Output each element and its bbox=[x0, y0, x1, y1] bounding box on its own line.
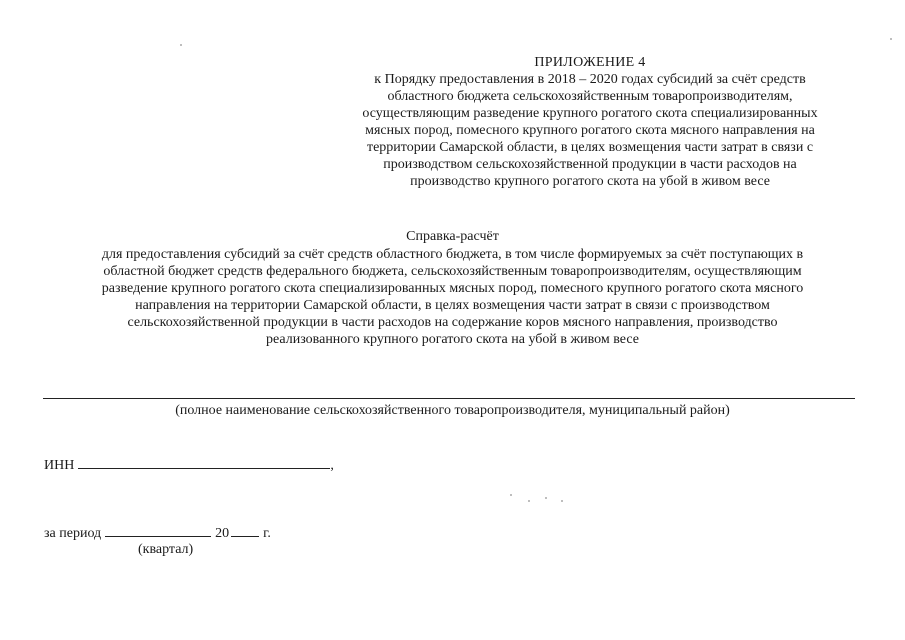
period-label: за период bbox=[44, 526, 102, 541]
inn-row bbox=[44, 456, 334, 474]
scan-speck bbox=[180, 44, 182, 46]
quarter-field[interactable] bbox=[105, 524, 211, 537]
year-prefix: 20 bbox=[215, 526, 230, 541]
appendix-line: мясных пород, помесного крупного рогатого скота мясного направления на bbox=[365, 123, 815, 138]
inn-label: ИНН bbox=[44, 458, 75, 473]
description-line: для предоставления субсидий за счёт средств областного бюджета, в том числе формируемых за счёт поступающих в bbox=[101, 247, 804, 262]
appendix-line: осуществляющим разведение крупного рогатого скота специализированных bbox=[362, 106, 818, 121]
inn-field[interactable] bbox=[78, 456, 330, 469]
scan-speck bbox=[528, 500, 530, 502]
appendix-line: производство крупного рогатого скота на убой в живом весе bbox=[410, 174, 770, 189]
producer-name-caption: (полное наименование сельскохозяйственного товаропроизводителя, муниципальный район) bbox=[175, 403, 730, 418]
description-line: сельскохозяйственной продукции в части расходов на содержание коров мясного направления, производство bbox=[127, 315, 778, 330]
document-title: Справка-расчёт bbox=[406, 229, 499, 244]
year-suffix: г. bbox=[263, 526, 271, 541]
scan-speck bbox=[510, 494, 512, 496]
description-line: разведение крупного рогатого скота специализированных мясных пород, помесного крупного рогатого скота мясного bbox=[101, 281, 804, 296]
appendix-line: производством сельскохозяйственной продукции в части расходов на bbox=[383, 157, 797, 172]
quarter-caption: (квартал) bbox=[138, 542, 194, 557]
appendix-title: ПРИЛОЖЕНИЕ 4 bbox=[534, 55, 646, 70]
scan-speck bbox=[561, 500, 563, 502]
description-line: реализованного крупного рогатого скота на убой в живом весе bbox=[266, 332, 639, 347]
inn-suffix: , bbox=[330, 458, 334, 473]
description-line: направления на территории Самарской области, в целях возмещения части затрат в связи с производством bbox=[135, 298, 770, 313]
scan-speck bbox=[890, 38, 892, 40]
year-field[interactable] bbox=[231, 524, 259, 537]
producer-name-field[interactable] bbox=[43, 398, 855, 399]
appendix-line: территории Самарской области, в целях возмещения части затрат в связи с bbox=[366, 140, 814, 155]
appendix-line: областного бюджета сельскохозяйственным товаропроизводителям, bbox=[387, 89, 793, 104]
appendix-line: к Порядку предоставления в 2018 – 2020 годах субсидий за счёт средств bbox=[374, 72, 806, 87]
description-line: областной бюджет средств федерального бюджета, сельскохозяйственным товаропроизводителям, осуществляющим bbox=[103, 264, 802, 279]
appendix-header bbox=[310, 54, 870, 190]
scan-speck bbox=[545, 497, 547, 499]
document-description bbox=[30, 246, 875, 348]
period-row bbox=[44, 524, 271, 542]
